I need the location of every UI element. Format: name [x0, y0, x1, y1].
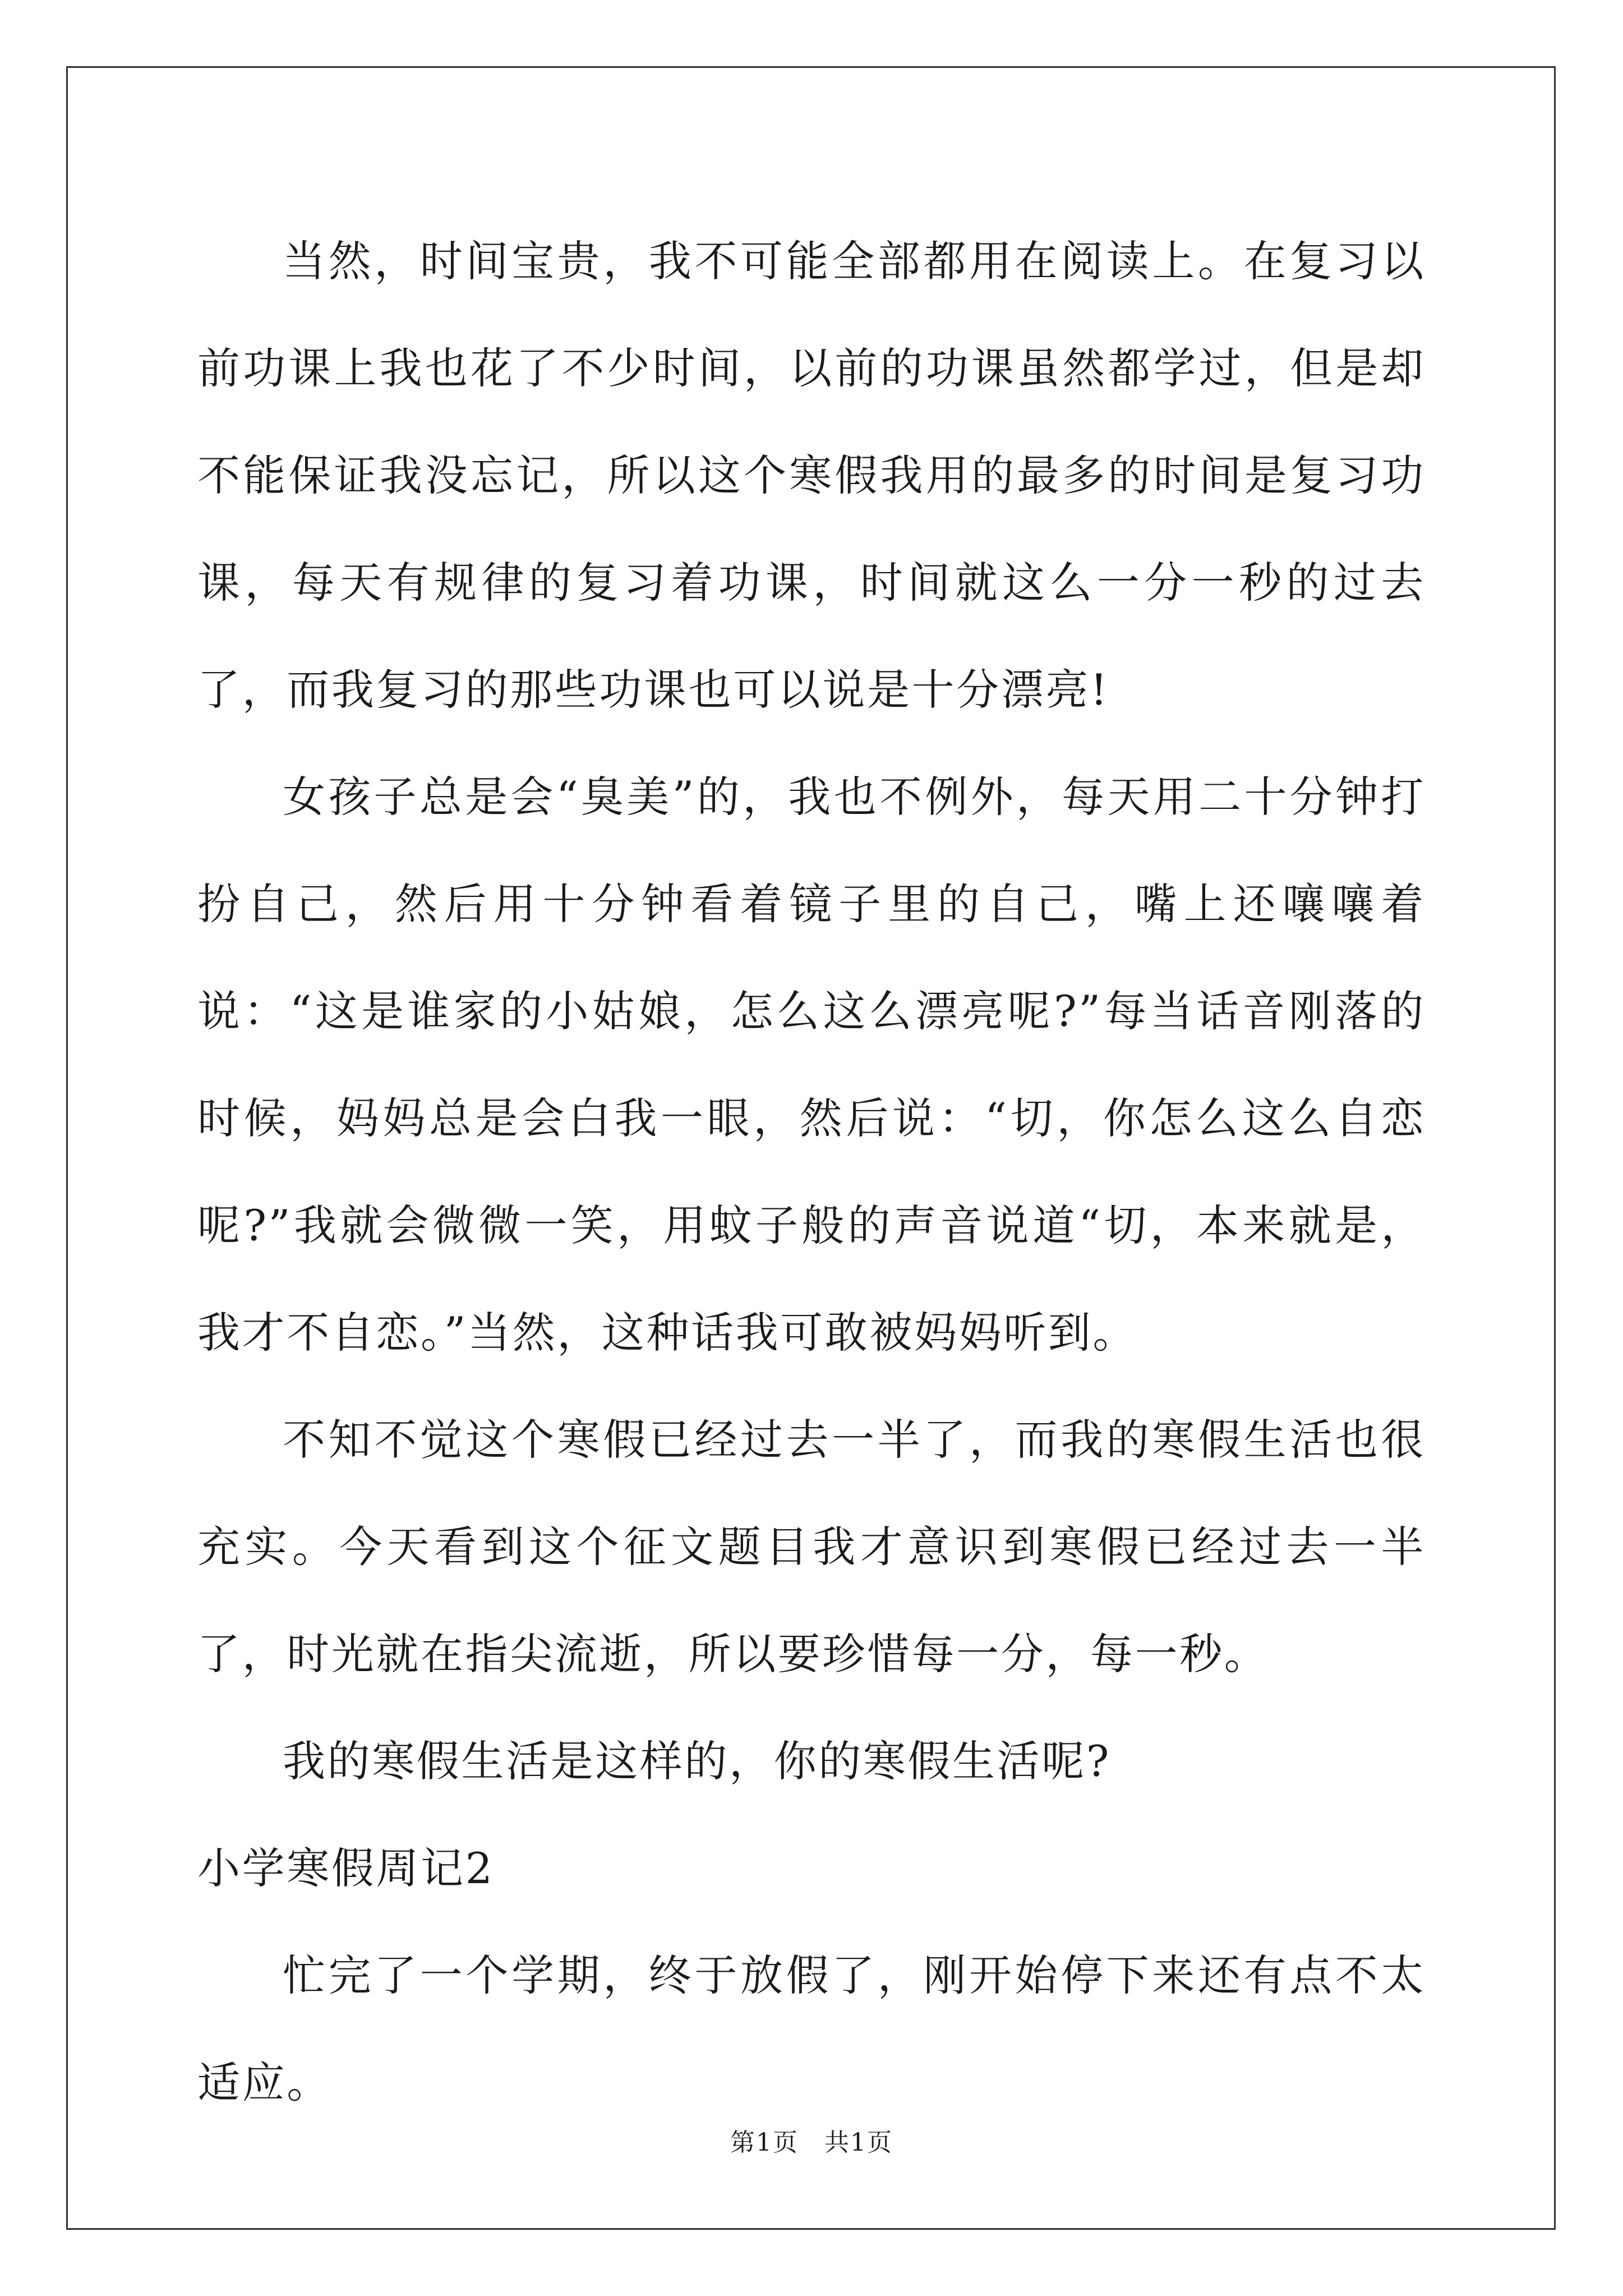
document-body	[197, 208, 1426, 2136]
paragraph-2: 女孩子总是会“臭美”的，我也不例外，每天用二十分钟打扮自己，然后用十分钟看着镜子里的自己，嘴上还嚷嚷着说：“这是谁家的小姑娘，怎么这么漂亮呢?”每当话音刚落的时候，妈妈总是会白我一眼，然后说：“切，你怎么这么自恋呢?”我就会微微一笑，用蚊子般的声音说道“切，本来就是，我才不自恋。”当然，这种话我可敢被妈妈听到。	[197, 772, 1426, 1358]
paragraph-3: 不知不觉这个寒假已经过去一半了，而我的寒假生活也很充实。今天看到这个征文题目我才意识到寒假已经过去一半了，时光就在指尖流逝，所以要珍惜每一分，每一秒。	[197, 1415, 1426, 1679]
section-heading: 小学寒假周记2	[197, 1843, 495, 1893]
paragraph-4: 我的寒假生活是这样的，你的寒假生活呢?	[283, 1736, 1112, 1786]
paragraph-5: 忙完了一个学期，终于放假了，刚开始停下来还有点不太适应。	[197, 1950, 1426, 2108]
page-footer: 第1页 共1页	[730, 2128, 893, 2157]
paragraph-1: 当然，时间宝贵，我不可能全部都用在阅读上。在复习以前功课上我也花了不少时间，以前的功课虽然都学过，但是却不能保证我没忘记，所以这个寒假我用的最多的时间是复习功课，每天有规律的复习着功课，时间就这么一分一秒的过去了，而我复习的那些功课也可以说是十分漂亮!	[197, 236, 1426, 715]
